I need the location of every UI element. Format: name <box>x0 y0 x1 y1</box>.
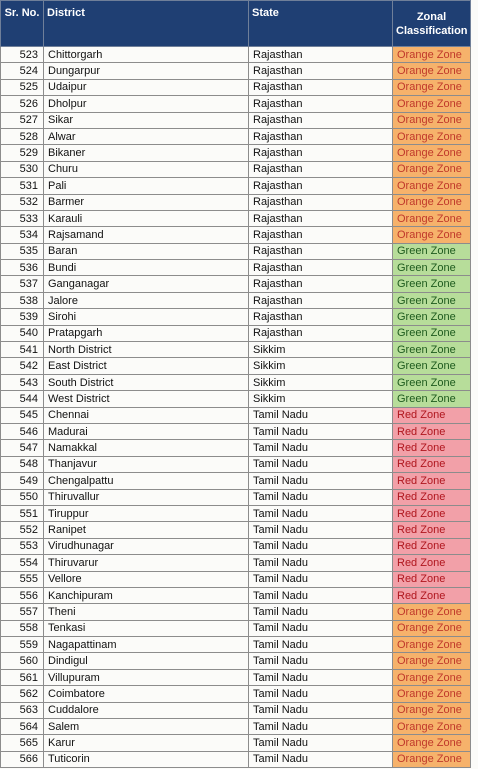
cell-district: Udaipur <box>44 79 249 95</box>
cell-zone: Red Zone <box>393 423 471 439</box>
cell-district: Tuticorin <box>44 751 249 767</box>
cell-sr-no: 542 <box>1 358 44 374</box>
cell-state: Rajasthan <box>249 145 393 161</box>
table-row <box>1 735 471 751</box>
table-row <box>1 407 471 423</box>
cell-district: Tenkasi <box>44 620 249 636</box>
cell-state: Tamil Nadu <box>249 473 393 489</box>
cell-state: Rajasthan <box>249 128 393 144</box>
table-row <box>1 751 471 767</box>
cell-state: Tamil Nadu <box>249 653 393 669</box>
cell-district: Thiruvallur <box>44 489 249 505</box>
table-body <box>1 47 471 768</box>
cell-state: Rajasthan <box>249 325 393 341</box>
cell-district: Karauli <box>44 210 249 226</box>
cell-zone: Green Zone <box>393 292 471 308</box>
cell-zone: Orange Zone <box>393 653 471 669</box>
cell-zone: Green Zone <box>393 325 471 341</box>
cell-state: Tamil Nadu <box>249 571 393 587</box>
cell-zone: Orange Zone <box>393 194 471 210</box>
cell-sr-no: 559 <box>1 637 44 653</box>
cell-state: Tamil Nadu <box>249 587 393 603</box>
table-row <box>1 63 471 79</box>
cell-district: Theni <box>44 604 249 620</box>
header-sr-no: Sr. No. <box>1 1 44 47</box>
cell-district: Bikaner <box>44 145 249 161</box>
cell-sr-no: 548 <box>1 456 44 472</box>
table-row <box>1 276 471 292</box>
table-header <box>1 1 471 47</box>
cell-state: Sikkim <box>249 391 393 407</box>
table-row <box>1 489 471 505</box>
cell-district: North District <box>44 342 249 358</box>
cell-state: Rajasthan <box>249 276 393 292</box>
cell-district: Madurai <box>44 423 249 439</box>
table-row <box>1 587 471 603</box>
cell-district: East District <box>44 358 249 374</box>
cell-zone: Orange Zone <box>393 210 471 226</box>
table-row <box>1 456 471 472</box>
cell-sr-no: 563 <box>1 702 44 718</box>
cell-district: Thiruvarur <box>44 555 249 571</box>
cell-district: Kanchipuram <box>44 587 249 603</box>
cell-state: Tamil Nadu <box>249 440 393 456</box>
cell-sr-no: 526 <box>1 96 44 112</box>
table-row <box>1 604 471 620</box>
cell-state: Tamil Nadu <box>249 423 393 439</box>
cell-state: Tamil Nadu <box>249 538 393 554</box>
cell-state: Rajasthan <box>249 309 393 325</box>
cell-state: Tamil Nadu <box>249 555 393 571</box>
cell-district: Pratapgarh <box>44 325 249 341</box>
cell-sr-no: 562 <box>1 686 44 702</box>
cell-state: Rajasthan <box>249 161 393 177</box>
cell-district: Dungarpur <box>44 63 249 79</box>
cell-sr-no: 527 <box>1 112 44 128</box>
cell-zone: Green Zone <box>393 276 471 292</box>
cell-district: Pali <box>44 178 249 194</box>
cell-state: Tamil Nadu <box>249 702 393 718</box>
table-row <box>1 227 471 243</box>
cell-sr-no: 529 <box>1 145 44 161</box>
cell-sr-no: 547 <box>1 440 44 456</box>
cell-district: Ganganagar <box>44 276 249 292</box>
cell-state: Rajasthan <box>249 210 393 226</box>
cell-state: Rajasthan <box>249 194 393 210</box>
cell-sr-no: 534 <box>1 227 44 243</box>
cell-sr-no: 560 <box>1 653 44 669</box>
cell-state: Sikkim <box>249 358 393 374</box>
cell-zone: Red Zone <box>393 489 471 505</box>
table-row <box>1 473 471 489</box>
cell-district: Chennai <box>44 407 249 423</box>
cell-state: Rajasthan <box>249 227 393 243</box>
cell-zone: Orange Zone <box>393 620 471 636</box>
cell-zone: Orange Zone <box>393 637 471 653</box>
cell-sr-no: 561 <box>1 669 44 685</box>
cell-zone: Orange Zone <box>393 96 471 112</box>
cell-district: Barmer <box>44 194 249 210</box>
cell-state: Rajasthan <box>249 243 393 259</box>
table-row <box>1 145 471 161</box>
cell-zone: Orange Zone <box>393 161 471 177</box>
cell-zone: Orange Zone <box>393 719 471 735</box>
cell-state: Sikkim <box>249 342 393 358</box>
cell-state: Tamil Nadu <box>249 735 393 751</box>
table-row <box>1 325 471 341</box>
table-row <box>1 342 471 358</box>
cell-zone: Orange Zone <box>393 112 471 128</box>
table-row <box>1 637 471 653</box>
table-row <box>1 571 471 587</box>
table-row <box>1 538 471 554</box>
cell-state: Rajasthan <box>249 79 393 95</box>
header-state: State <box>249 1 393 47</box>
cell-sr-no: 538 <box>1 292 44 308</box>
cell-district: Vellore <box>44 571 249 587</box>
cell-state: Tamil Nadu <box>249 719 393 735</box>
cell-district: Sikar <box>44 112 249 128</box>
cell-sr-no: 553 <box>1 538 44 554</box>
cell-district: Tiruppur <box>44 505 249 521</box>
cell-zone: Red Zone <box>393 407 471 423</box>
cell-state: Tamil Nadu <box>249 505 393 521</box>
cell-sr-no: 535 <box>1 243 44 259</box>
header-row <box>1 1 471 47</box>
cell-district: Namakkal <box>44 440 249 456</box>
cell-zone: Red Zone <box>393 440 471 456</box>
cell-sr-no: 524 <box>1 63 44 79</box>
cell-state: Rajasthan <box>249 292 393 308</box>
header-district: District <box>44 1 249 47</box>
cell-zone: Red Zone <box>393 473 471 489</box>
cell-state: Tamil Nadu <box>249 620 393 636</box>
cell-zone: Red Zone <box>393 555 471 571</box>
cell-sr-no: 543 <box>1 374 44 390</box>
cell-sr-no: 533 <box>1 210 44 226</box>
cell-sr-no: 530 <box>1 161 44 177</box>
cell-district: South District <box>44 374 249 390</box>
cell-district: Karur <box>44 735 249 751</box>
cell-district: Chengalpattu <box>44 473 249 489</box>
cell-sr-no: 540 <box>1 325 44 341</box>
table-row <box>1 194 471 210</box>
table-row <box>1 260 471 276</box>
cell-zone: Orange Zone <box>393 178 471 194</box>
table-row <box>1 702 471 718</box>
cell-state: Tamil Nadu <box>249 407 393 423</box>
cell-state: Tamil Nadu <box>249 669 393 685</box>
cell-zone: Red Zone <box>393 505 471 521</box>
cell-district: Rajsamand <box>44 227 249 243</box>
cell-sr-no: 528 <box>1 128 44 144</box>
cell-zone: Orange Zone <box>393 686 471 702</box>
table-row <box>1 47 471 63</box>
cell-sr-no: 565 <box>1 735 44 751</box>
cell-sr-no: 536 <box>1 260 44 276</box>
cell-district: Virudhunagar <box>44 538 249 554</box>
cell-sr-no: 523 <box>1 47 44 63</box>
cell-district: Coimbatore <box>44 686 249 702</box>
cell-sr-no: 552 <box>1 522 44 538</box>
cell-district: Thanjavur <box>44 456 249 472</box>
table-row <box>1 292 471 308</box>
cell-sr-no: 551 <box>1 505 44 521</box>
table-row <box>1 505 471 521</box>
cell-sr-no: 550 <box>1 489 44 505</box>
cell-zone: Green Zone <box>393 243 471 259</box>
cell-district: Ranipet <box>44 522 249 538</box>
cell-district: Churu <box>44 161 249 177</box>
table-row <box>1 522 471 538</box>
cell-state: Rajasthan <box>249 96 393 112</box>
cell-sr-no: 545 <box>1 407 44 423</box>
cell-zone: Orange Zone <box>393 145 471 161</box>
cell-state: Tamil Nadu <box>249 456 393 472</box>
cell-sr-no: 554 <box>1 555 44 571</box>
table-row <box>1 96 471 112</box>
cell-zone: Green Zone <box>393 391 471 407</box>
cell-zone: Orange Zone <box>393 702 471 718</box>
cell-state: Rajasthan <box>249 112 393 128</box>
cell-zone: Green Zone <box>393 309 471 325</box>
table-row <box>1 309 471 325</box>
cell-district: Chittorgarh <box>44 47 249 63</box>
cell-state: Rajasthan <box>249 178 393 194</box>
cell-zone: Orange Zone <box>393 735 471 751</box>
table-row <box>1 391 471 407</box>
cell-district: Salem <box>44 719 249 735</box>
cell-state: Tamil Nadu <box>249 686 393 702</box>
cell-sr-no: 555 <box>1 571 44 587</box>
cell-sr-no: 537 <box>1 276 44 292</box>
cell-district: Alwar <box>44 128 249 144</box>
cell-zone: Red Zone <box>393 522 471 538</box>
cell-zone: Red Zone <box>393 587 471 603</box>
cell-state: Rajasthan <box>249 63 393 79</box>
cell-sr-no: 525 <box>1 79 44 95</box>
cell-zone: Orange Zone <box>393 47 471 63</box>
cell-zone: Orange Zone <box>393 604 471 620</box>
cell-district: Sirohi <box>44 309 249 325</box>
cell-district: Jalore <box>44 292 249 308</box>
cell-sr-no: 566 <box>1 751 44 767</box>
cell-district: Dholpur <box>44 96 249 112</box>
cell-state: Rajasthan <box>249 47 393 63</box>
cell-district: Dindigul <box>44 653 249 669</box>
table-row <box>1 423 471 439</box>
cell-district: West District <box>44 391 249 407</box>
cell-district: Nagapattinam <box>44 637 249 653</box>
table-row <box>1 440 471 456</box>
cell-zone: Green Zone <box>393 342 471 358</box>
cell-sr-no: 532 <box>1 194 44 210</box>
cell-zone: Red Zone <box>393 456 471 472</box>
header-zonal-classification: Zonal Classification <box>393 1 471 47</box>
cell-zone: Green Zone <box>393 374 471 390</box>
cell-sr-no: 544 <box>1 391 44 407</box>
cell-zone: Green Zone <box>393 260 471 276</box>
cell-district: Villupuram <box>44 669 249 685</box>
cell-sr-no: 541 <box>1 342 44 358</box>
table-row <box>1 686 471 702</box>
table-row <box>1 161 471 177</box>
table-row <box>1 210 471 226</box>
cell-zone: Red Zone <box>393 571 471 587</box>
cell-sr-no: 556 <box>1 587 44 603</box>
table-row <box>1 178 471 194</box>
cell-district: Bundi <box>44 260 249 276</box>
table-row <box>1 79 471 95</box>
table-row <box>1 669 471 685</box>
table-row <box>1 555 471 571</box>
cell-state: Tamil Nadu <box>249 522 393 538</box>
cell-zone: Orange Zone <box>393 128 471 144</box>
cell-state: Tamil Nadu <box>249 637 393 653</box>
cell-state: Sikkim <box>249 374 393 390</box>
cell-state: Rajasthan <box>249 260 393 276</box>
cell-zone: Orange Zone <box>393 79 471 95</box>
cell-sr-no: 558 <box>1 620 44 636</box>
cell-sr-no: 549 <box>1 473 44 489</box>
table-row <box>1 112 471 128</box>
cell-state: Tamil Nadu <box>249 604 393 620</box>
cell-sr-no: 531 <box>1 178 44 194</box>
cell-district: Baran <box>44 243 249 259</box>
cell-district: Cuddalore <box>44 702 249 718</box>
table-row <box>1 653 471 669</box>
cell-state: Tamil Nadu <box>249 489 393 505</box>
table-row <box>1 243 471 259</box>
cell-zone: Orange Zone <box>393 63 471 79</box>
cell-zone: Orange Zone <box>393 227 471 243</box>
cell-sr-no: 539 <box>1 309 44 325</box>
cell-zone: Orange Zone <box>393 669 471 685</box>
cell-state: Tamil Nadu <box>249 751 393 767</box>
cell-sr-no: 564 <box>1 719 44 735</box>
cell-zone: Green Zone <box>393 358 471 374</box>
cell-zone: Orange Zone <box>393 751 471 767</box>
cell-sr-no: 557 <box>1 604 44 620</box>
table-row <box>1 358 471 374</box>
cell-sr-no: 546 <box>1 423 44 439</box>
cell-zone: Red Zone <box>393 538 471 554</box>
table-row <box>1 719 471 735</box>
table-row <box>1 128 471 144</box>
table-row <box>1 374 471 390</box>
table-row <box>1 620 471 636</box>
